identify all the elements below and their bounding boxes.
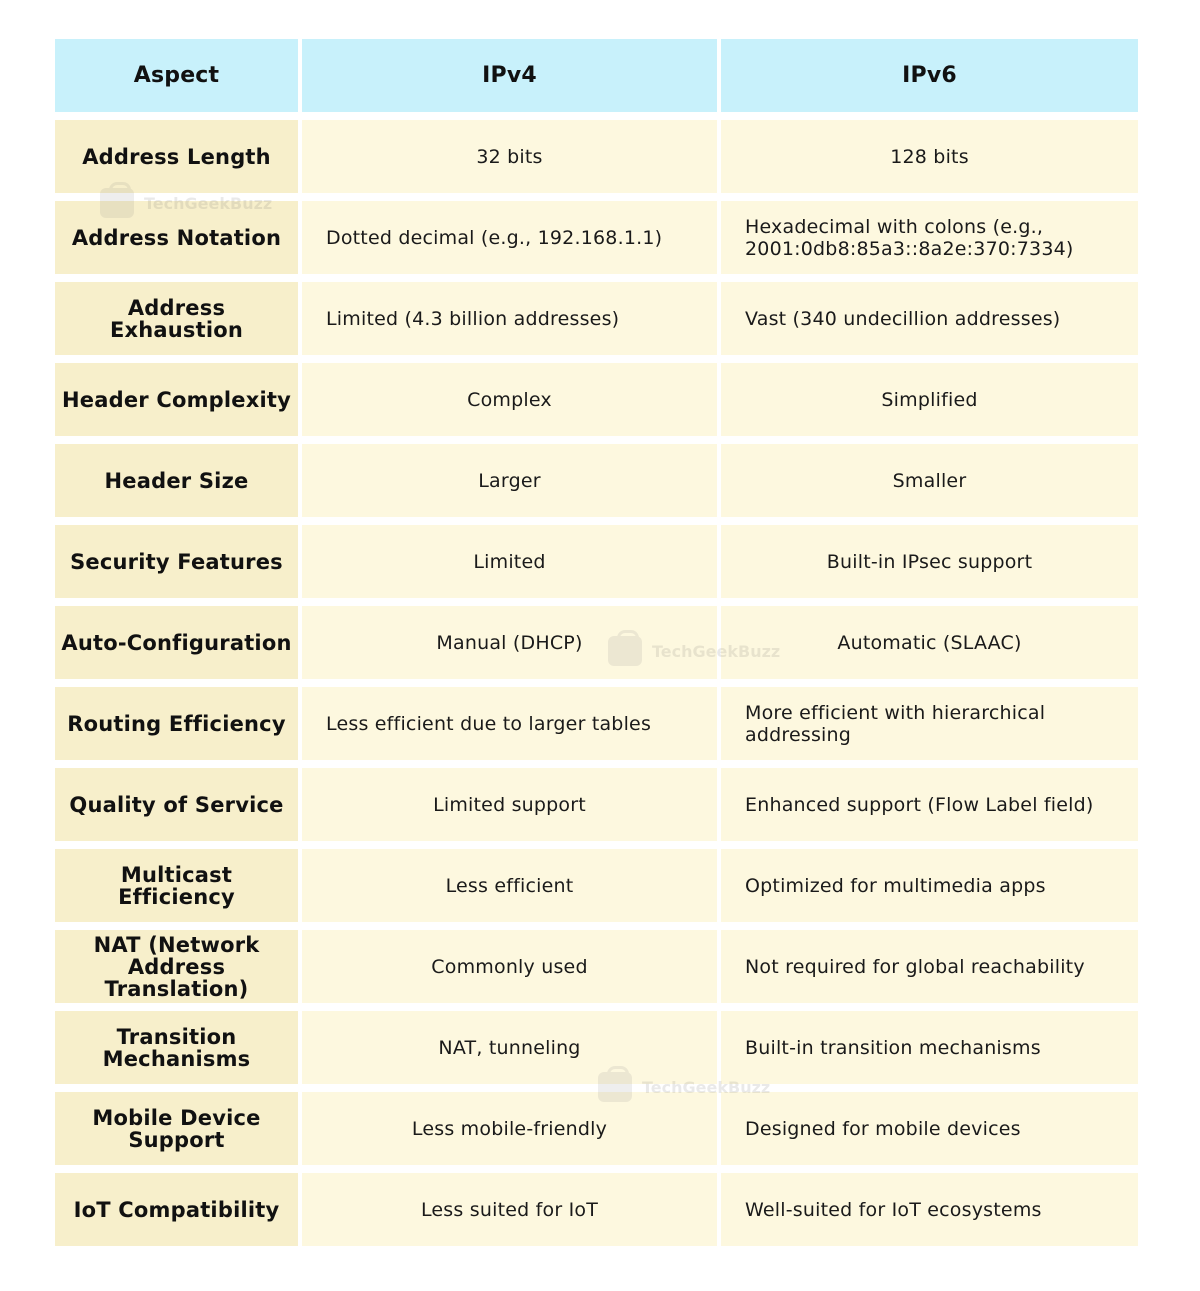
- row-aspect: Multicast Efficiency: [55, 849, 298, 922]
- row-aspect: IoT Compatibility: [55, 1173, 298, 1246]
- row-ipv4-value: Limited (4.3 billion addresses): [302, 282, 717, 355]
- row-ipv6-value: Not required for global reachability: [721, 930, 1138, 1003]
- row-aspect: Quality of Service: [55, 768, 298, 841]
- row-ipv4-value: Commonly used: [302, 930, 717, 1003]
- row-aspect: Header Complexity: [55, 363, 298, 436]
- row-aspect: Transition Mechanisms: [55, 1011, 298, 1084]
- comparison-table: [55, 39, 1138, 1246]
- row-ipv4-value: Limited support: [302, 768, 717, 841]
- row-aspect: Address Exhaustion: [55, 282, 298, 355]
- row-ipv6-value: Hexadecimal with colons (e.g., 2001:0db8:85a3::8a2e:370:7334): [721, 201, 1138, 274]
- row-ipv6-value: Built-in IPsec support: [721, 525, 1138, 598]
- row-aspect: NAT (Network Address Translation): [55, 930, 298, 1003]
- header-aspect: Aspect: [55, 39, 298, 112]
- header-ipv6: IPv6: [721, 39, 1138, 112]
- row-aspect: Header Size: [55, 444, 298, 517]
- row-ipv6-value: Designed for mobile devices: [721, 1092, 1138, 1165]
- row-aspect: Auto-Configuration: [55, 606, 298, 679]
- row-ipv4-value: Larger: [302, 444, 717, 517]
- row-ipv6-value: Automatic (SLAAC): [721, 606, 1138, 679]
- row-aspect: Mobile Device Support: [55, 1092, 298, 1165]
- row-ipv4-value: NAT, tunneling: [302, 1011, 717, 1084]
- row-ipv4-value: Dotted decimal (e.g., 192.168.1.1): [302, 201, 717, 274]
- row-aspect: Security Features: [55, 525, 298, 598]
- row-ipv4-value: 32 bits: [302, 120, 717, 193]
- row-ipv6-value: Well-suited for IoT ecosystems: [721, 1173, 1138, 1246]
- row-ipv4-value: Limited: [302, 525, 717, 598]
- row-ipv6-value: Smaller: [721, 444, 1138, 517]
- header-ipv4: IPv4: [302, 39, 717, 112]
- row-aspect: Address Notation: [55, 201, 298, 274]
- row-ipv4-value: Less mobile-friendly: [302, 1092, 717, 1165]
- row-aspect: Address Length: [55, 120, 298, 193]
- row-ipv4-value: Less efficient due to larger tables: [302, 687, 717, 760]
- row-ipv6-value: 128 bits: [721, 120, 1138, 193]
- row-aspect: Routing Efficiency: [55, 687, 298, 760]
- row-ipv6-value: Built-in transition mechanisms: [721, 1011, 1138, 1084]
- row-ipv4-value: Less efficient: [302, 849, 717, 922]
- row-ipv6-value: Optimized for multimedia apps: [721, 849, 1138, 922]
- row-ipv4-value: Complex: [302, 363, 717, 436]
- row-ipv6-value: More efficient with hierarchical addressing: [721, 687, 1138, 760]
- row-ipv6-value: Simplified: [721, 363, 1138, 436]
- row-ipv4-value: Less suited for IoT: [302, 1173, 717, 1246]
- watermark-text: TechGeekBuzz: [642, 1077, 771, 1097]
- row-ipv6-value: Vast (340 undecillion addresses): [721, 282, 1138, 355]
- row-ipv4-value: Manual (DHCP): [302, 606, 717, 679]
- row-ipv6-value: Enhanced support (Flow Label field): [721, 768, 1138, 841]
